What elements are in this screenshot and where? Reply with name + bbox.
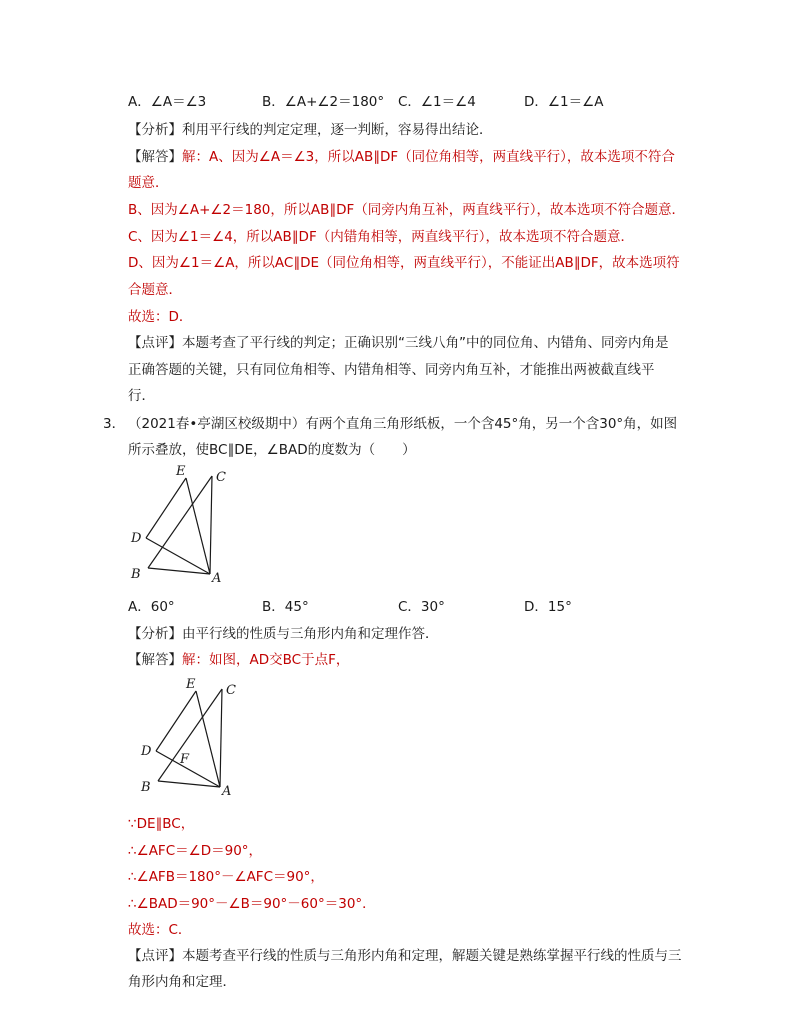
fig2-label-a: A (222, 784, 232, 799)
q3-option-a: A．60° (128, 599, 175, 615)
q2-option-d: D．∠1＝∠A (524, 94, 604, 110)
q2-answer-line-2: 题意． (128, 175, 169, 191)
q2-answer-text-1: 解：A、因为∠A＝∠3，所以AB∥DF（同位角相等，两直线平行），故本选项不符合 (182, 149, 675, 165)
q3-stem-line-1: （2021春•亭湖区校级期中）有两个直角三角形纸板，一个含45°角，另一个含30°角，如图 (128, 416, 678, 432)
fig2-label-d: D (141, 744, 152, 759)
q3-comment-tag: 【点评】 (128, 948, 182, 964)
fig2-label-c: C (226, 683, 236, 698)
q2-answer-line-4: C、因为∠1＝∠4，所以AB∥DF（内错角相等，两直线平行），故本选项不符合题意． (128, 229, 634, 245)
q3-answer-intro: 解：如图，AD交BC于点F， (182, 652, 350, 668)
q3-analysis (128, 624, 439, 644)
q3-answer-tag: 【解答】 (128, 652, 182, 668)
q2-choice: 故选：D． (128, 309, 193, 325)
fig2-label-b: B (141, 780, 151, 795)
fig2-label-e: E (186, 677, 196, 692)
q2-answer-line-1 (128, 147, 675, 167)
q3-analysis-text: 由平行线的性质与三角形内角和定理作答． (182, 626, 439, 642)
q2-option-a: A．∠A＝∠3 (128, 94, 207, 110)
q2-comment-line-2: 正确答题的关键，只有同位角相等、内错角相等、同旁内角互补，才能推出两被截直线平 (128, 362, 655, 378)
fig2-label-f: F (180, 752, 190, 767)
q3-analysis-tag: 【分析】 (128, 626, 182, 642)
q2-comment-line-3: 行． (128, 388, 155, 404)
q3-comment-line-1 (128, 946, 682, 966)
q3-step-1: ∵DE∥BC， (128, 816, 195, 832)
fig1-label-e: E (176, 464, 186, 479)
q3-choice: 故选：C． (128, 922, 192, 938)
q2-analysis (128, 120, 493, 140)
q3-step-4: ∴∠BAD＝90°－∠B＝90°－60°＝30°． (128, 896, 376, 912)
q3-figure-2 (136, 675, 246, 801)
q3-stem-line-2: 所示叠放，使BC∥DE，∠BAD的度数为（ ） (128, 442, 416, 458)
q3-option-b: B．45° (262, 599, 309, 615)
q2-option-c: C．∠1＝∠4 (398, 94, 476, 110)
q2-option-b: B．∠A+∠2＝180° (262, 94, 385, 110)
q2-analysis-tag: 【分析】 (128, 122, 182, 138)
q3-option-c: C．30° (398, 599, 445, 615)
q2-answer-tag: 【解答】 (128, 149, 182, 165)
fig1-label-d: D (131, 531, 142, 546)
q2-answer-line-3: B、因为∠A+∠2＝180，所以AB∥DF（同旁内角互补，两直线平行），故本选项不符合题意． (128, 202, 686, 218)
q3-step-3: ∴∠AFB＝180°－∠AFC＝90°， (128, 869, 324, 885)
q3-step-2: ∴∠AFC＝∠D＝90°， (128, 843, 263, 859)
q3-number: 3． (103, 416, 126, 432)
q2-comment-tag: 【点评】 (128, 335, 182, 351)
q2-comment-line-1 (128, 333, 669, 353)
fig1-label-a: A (212, 571, 222, 586)
q3-figure-1 (126, 462, 236, 588)
q3-comment-line-2: 角形内角和定理． (128, 974, 236, 990)
q3-option-d: D．15° (524, 599, 572, 615)
q3-answer-line-1 (128, 650, 349, 670)
q2-comment-text-1: 本题考查了平行线的判定；正确识别“三线八角”中的同位角、内错角、同旁内角是 (182, 335, 669, 351)
fig1-label-c: C (216, 470, 226, 485)
fig1-label-b: B (131, 567, 141, 582)
q2-answer-line-6: 合题意． (128, 282, 182, 298)
q2-analysis-text: 利用平行线的判定定理，逐一判断，容易得出结论． (182, 122, 493, 138)
q2-answer-line-5: D、因为∠1＝∠A，所以AC∥DE（同位角相等，两直线平行），不能证出AB∥DF，故本选项符 (128, 255, 680, 271)
q3-comment-text-1: 本题考查平行线的性质与三角形内角和定理，解题关键是熟练掌握平行线的性质与三 (182, 948, 682, 964)
